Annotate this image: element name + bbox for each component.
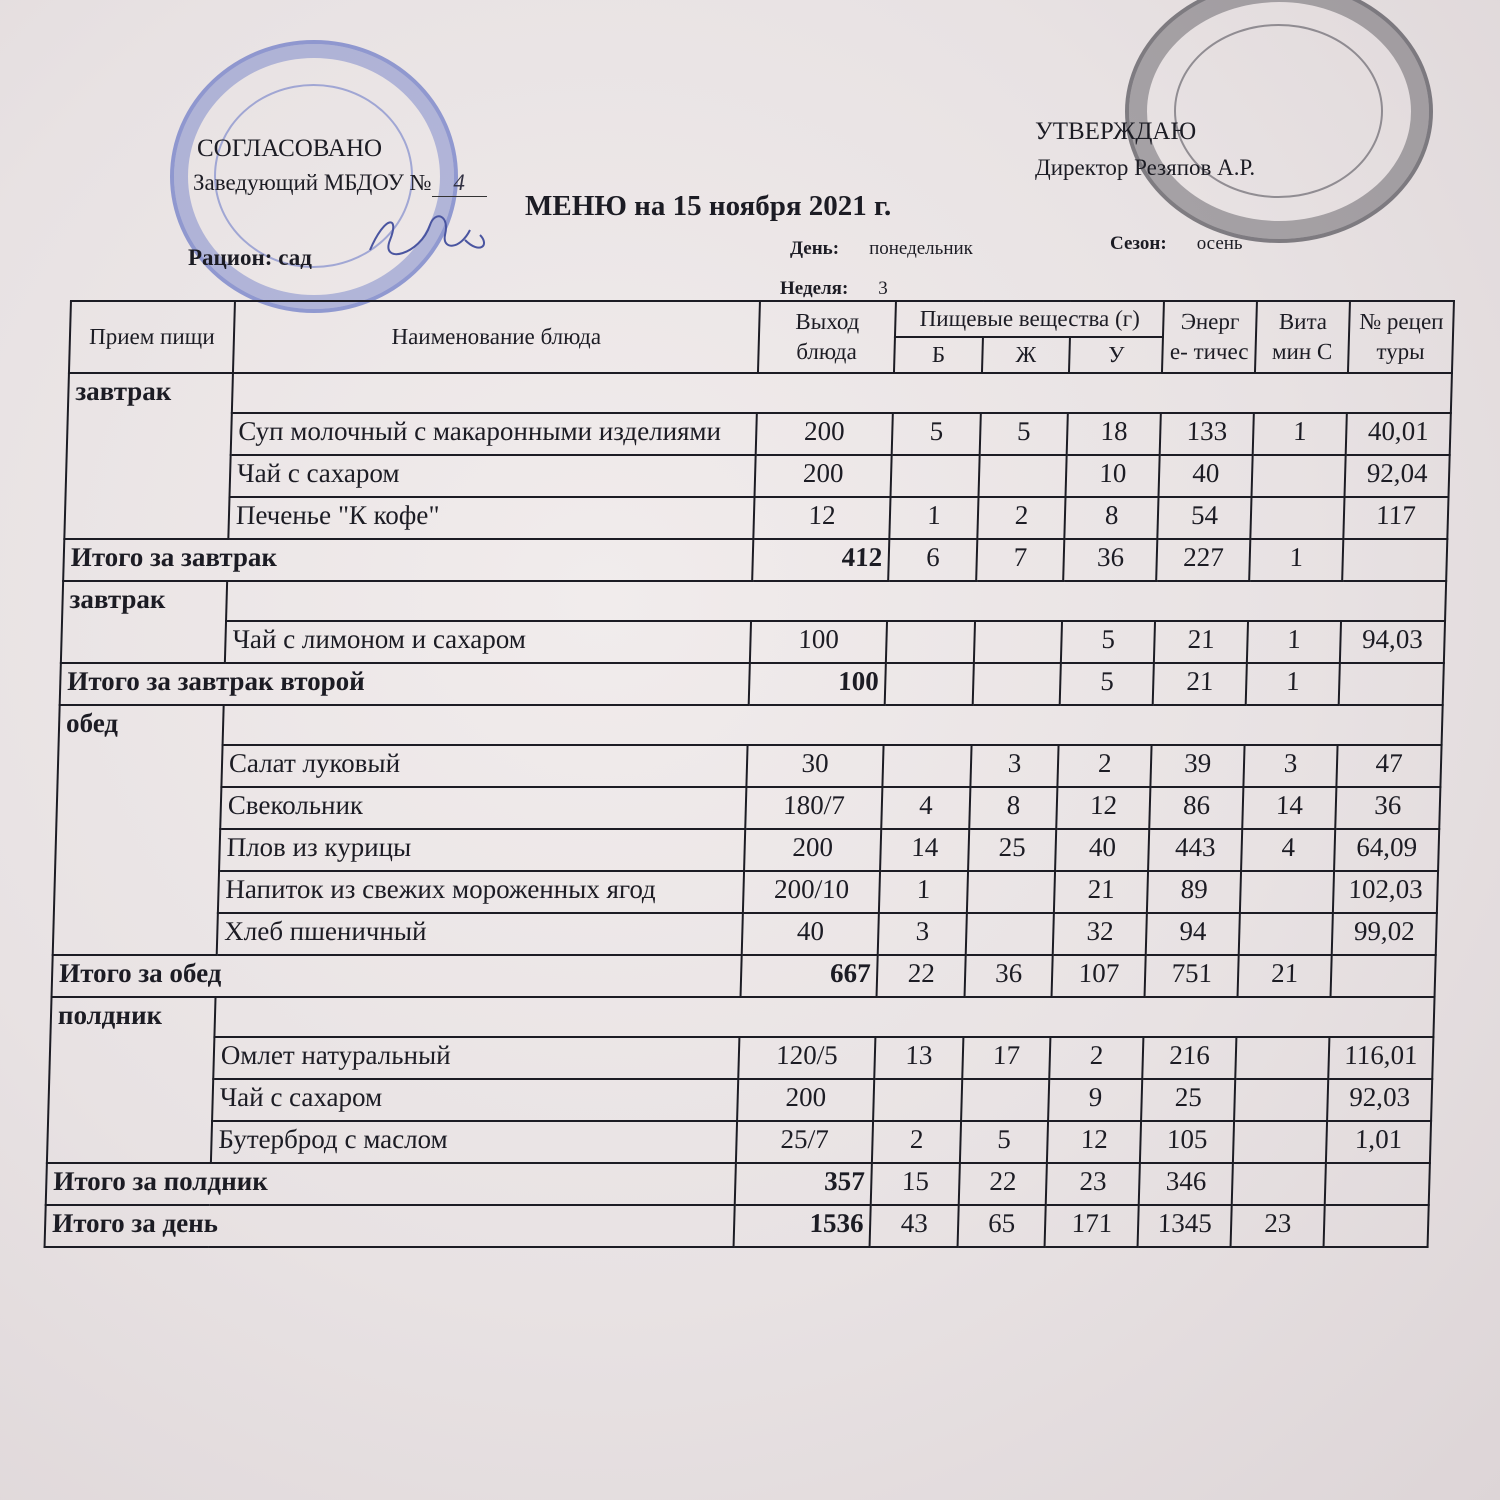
total-row: [60, 663, 1444, 705]
total-vit: 21: [1238, 955, 1332, 997]
col-recipe: № рецеп туры: [1348, 301, 1454, 373]
total-vit: [1232, 1163, 1326, 1205]
dish-zh: [967, 871, 1056, 913]
dish-b: 4: [882, 787, 971, 829]
total-b: 6: [889, 539, 978, 581]
total-label: Итого за обед: [52, 955, 742, 997]
dish-yield: 25/7: [736, 1121, 874, 1163]
dish-recipe: 64,09: [1334, 829, 1439, 871]
total-b: [885, 663, 974, 705]
dish-energy: 443: [1148, 829, 1242, 871]
dish-name: Чай с сахаром: [229, 455, 755, 497]
total-row: [63, 539, 1447, 581]
dish-b: 5: [892, 413, 981, 455]
dish-b: 14: [880, 829, 969, 871]
col-dish: Наименование блюда: [233, 301, 760, 373]
meal-label: полдник: [47, 997, 216, 1163]
dish-name: Чай с сахаром: [212, 1079, 738, 1121]
total-zh: 22: [959, 1163, 1048, 1205]
dish-zh: 25: [968, 829, 1057, 871]
menu-table: [44, 300, 1455, 1248]
dish-energy: 133: [1160, 413, 1254, 455]
dish-name: Суп молочный с макаронными изделиями: [231, 413, 757, 455]
table-row: [48, 1079, 1432, 1121]
dish-zh: 17: [962, 1037, 1051, 1079]
total-row: [46, 1163, 1430, 1205]
col-nutrients: Пищевые вещества (г): [895, 301, 1164, 337]
dish-vit: [1240, 871, 1334, 913]
dish-u: 18: [1067, 413, 1161, 455]
dish-vit: [1239, 913, 1333, 955]
total-recipe: [1342, 539, 1447, 581]
section-spacer: [232, 373, 1452, 413]
table-row: [54, 871, 1438, 913]
day-total-label: Итого за день: [45, 1205, 735, 1247]
dish-u: 21: [1054, 871, 1148, 913]
dish-energy: 86: [1149, 787, 1243, 829]
day-total-yield: 1536: [733, 1205, 871, 1247]
dish-name: Печенье "К кофе": [228, 497, 754, 539]
total-yield: 667: [740, 955, 878, 997]
day-total-u: 171: [1045, 1205, 1139, 1247]
dish-recipe: 92,04: [1345, 455, 1450, 497]
meal-label: обед: [53, 705, 224, 955]
total-energy: 227: [1156, 539, 1250, 581]
dish-zh: 8: [969, 787, 1058, 829]
dish-recipe: 102,03: [1333, 871, 1438, 913]
dish-recipe: 99,02: [1332, 913, 1437, 955]
meal-section-row: [68, 373, 1452, 413]
dish-yield: 200: [754, 455, 892, 497]
meal-section-row: [62, 581, 1446, 621]
dish-yield: 200: [737, 1079, 875, 1121]
dish-yield: 200: [744, 829, 882, 871]
meal-label: завтрак: [61, 581, 227, 663]
total-zh: 7: [976, 539, 1065, 581]
total-yield: 357: [734, 1163, 872, 1205]
col-yield: Выход блюда: [758, 301, 897, 373]
total-energy: 346: [1139, 1163, 1233, 1205]
dish-u: 12: [1057, 787, 1151, 829]
dish-u: 10: [1066, 455, 1160, 497]
table-row: [49, 1037, 1433, 1079]
dish-zh: [974, 621, 1063, 663]
dish-recipe: 94,03: [1340, 621, 1445, 663]
dish-zh: 3: [970, 745, 1059, 787]
col-carbs: У: [1069, 337, 1163, 373]
dish-recipe: 1,01: [1326, 1121, 1431, 1163]
table-row: [55, 829, 1439, 871]
dish-recipe: 116,01: [1328, 1037, 1433, 1079]
meal-section-row: [59, 705, 1443, 745]
table-row: [47, 1121, 1431, 1163]
dish-yield: 40: [741, 913, 879, 955]
dish-zh: [966, 913, 1055, 955]
total-yield: 412: [752, 539, 890, 581]
dish-b: [873, 1079, 962, 1121]
page-title: МЕНЮ на 15 ноября 2021 г.: [525, 190, 892, 222]
dish-b: [886, 621, 975, 663]
dish-u: 9: [1048, 1079, 1142, 1121]
dish-energy: 40: [1159, 455, 1253, 497]
dish-u: 40: [1055, 829, 1149, 871]
dish-u: 32: [1053, 913, 1147, 955]
dish-vit: [1233, 1121, 1327, 1163]
dish-energy: 89: [1147, 871, 1241, 913]
total-energy: 21: [1153, 663, 1247, 705]
dish-name: Салат луковый: [221, 745, 747, 787]
col-meal: Прием пищи: [69, 301, 235, 373]
total-label: Итого за полдник: [46, 1163, 736, 1205]
table-row: [56, 787, 1440, 829]
total-recipe: [1325, 1163, 1430, 1205]
total-u: 107: [1052, 955, 1146, 997]
total-recipe: [1331, 955, 1436, 997]
dish-vit: [1235, 1037, 1329, 1079]
dish-recipe: 92,03: [1327, 1079, 1432, 1121]
dish-vit: [1250, 497, 1344, 539]
dish-b: 13: [875, 1037, 964, 1079]
dish-u: 2: [1050, 1037, 1144, 1079]
dish-u: 8: [1065, 497, 1159, 539]
head-label: Заведующий МБДОУ № 4: [193, 170, 487, 197]
menu-body: [45, 373, 1452, 1247]
meal-label: завтрак: [64, 373, 233, 539]
dish-name: Чай с лимоном и сахаром: [225, 621, 751, 663]
table-row: [66, 455, 1450, 497]
meal-section-row: [50, 997, 1434, 1037]
total-row: [52, 955, 1436, 997]
dish-yield: 12: [753, 497, 891, 539]
dish-energy: 21: [1154, 621, 1248, 663]
ration-label: Рацион: сад: [188, 245, 312, 270]
total-vit: 1: [1246, 663, 1340, 705]
dish-b: 1: [890, 497, 979, 539]
day-total-energy: 1345: [1138, 1205, 1232, 1247]
dish-recipe: 47: [1336, 745, 1441, 787]
dish-energy: 54: [1158, 497, 1252, 539]
table-row: [53, 913, 1437, 955]
total-u: 36: [1063, 539, 1157, 581]
dish-energy: 216: [1142, 1037, 1236, 1079]
total-b: 15: [871, 1163, 960, 1205]
total-u: 5: [1060, 663, 1154, 705]
day-total-vit: 23: [1231, 1205, 1325, 1247]
total-zh: 36: [964, 955, 1053, 997]
dish-b: [883, 745, 972, 787]
dish-recipe: 36: [1335, 787, 1440, 829]
dish-zh: [961, 1079, 1050, 1121]
dish-vit: 4: [1241, 829, 1335, 871]
dish-yield: 100: [750, 621, 888, 663]
dish-energy: 94: [1146, 913, 1240, 955]
dish-b: 2: [872, 1121, 961, 1163]
dish-vit: 1: [1247, 621, 1341, 663]
dish-recipe: 40,01: [1346, 413, 1451, 455]
col-vitamin: Вита мин С: [1255, 301, 1350, 373]
table-row: [57, 745, 1441, 787]
dish-name: Напиток из свежих мороженных ягод: [218, 871, 744, 913]
section-spacer: [223, 705, 1443, 745]
total-vit: 1: [1249, 539, 1343, 581]
dish-u: 12: [1047, 1121, 1141, 1163]
dish-name: Омлет натуральный: [213, 1037, 739, 1079]
dish-yield: 180/7: [745, 787, 883, 829]
dish-energy: 105: [1140, 1121, 1234, 1163]
dish-b: 3: [878, 913, 967, 955]
dish-name: Свекольник: [220, 787, 746, 829]
dish-b: [891, 455, 980, 497]
col-energy: Энерг е- тичес: [1162, 301, 1257, 373]
col-fat: Ж: [982, 337, 1070, 373]
week-info: Неделя: 3: [780, 278, 888, 299]
dish-yield: 120/5: [738, 1037, 876, 1079]
dish-yield: 30: [746, 745, 884, 787]
kindergarten-number: 4: [432, 170, 487, 197]
table-row: [61, 621, 1445, 663]
dish-recipe: 117: [1343, 497, 1448, 539]
day-total-row: [45, 1205, 1429, 1247]
dish-energy: 25: [1141, 1079, 1235, 1121]
day-info: День: понедельник: [790, 238, 973, 259]
section-spacer: [214, 997, 1434, 1037]
section-spacer: [226, 581, 1446, 621]
day-total-zh: 65: [957, 1205, 1046, 1247]
signature: [330, 195, 510, 275]
day-total-recipe: [1324, 1205, 1429, 1247]
dish-u: 5: [1061, 621, 1155, 663]
total-yield: 100: [748, 663, 886, 705]
dish-zh: [978, 455, 1067, 497]
total-u: 23: [1046, 1163, 1140, 1205]
table-row: [64, 497, 1448, 539]
dish-vit: 3: [1244, 745, 1338, 787]
day-total-b: 43: [870, 1205, 959, 1247]
dish-name: Бутерброд с маслом: [211, 1121, 737, 1163]
dish-name: Плов из курицы: [219, 829, 745, 871]
dish-yield: 200: [755, 413, 893, 455]
approve-label: УТВЕРЖДАЮ: [1035, 118, 1197, 145]
dish-vit: [1252, 455, 1346, 497]
table-row: [67, 413, 1451, 455]
dish-zh: 5: [960, 1121, 1049, 1163]
dish-b: 1: [879, 871, 968, 913]
total-energy: 751: [1145, 955, 1239, 997]
total-zh: [973, 663, 1062, 705]
col-protein: Б: [894, 337, 982, 373]
dish-vit: [1234, 1079, 1328, 1121]
season-info: Сезон: осень: [1110, 233, 1243, 254]
director-label: Директор Резяпов А.Р.: [1035, 155, 1256, 180]
total-label: Итого за завтрак: [63, 539, 753, 581]
dish-yield: 200/10: [743, 871, 881, 913]
dish-energy: 39: [1151, 745, 1245, 787]
dish-vit: 1: [1253, 413, 1347, 455]
dish-name: Хлеб пшеничный: [217, 913, 743, 955]
total-label: Итого за завтрак второй: [60, 663, 750, 705]
total-recipe: [1339, 663, 1444, 705]
total-b: 22: [877, 955, 966, 997]
dish-u: 2: [1058, 745, 1152, 787]
agreed-label: СОГЛАСОВАНО: [197, 135, 383, 162]
dish-zh: 2: [977, 497, 1066, 539]
dish-zh: 5: [980, 413, 1069, 455]
dish-vit: 14: [1242, 787, 1336, 829]
